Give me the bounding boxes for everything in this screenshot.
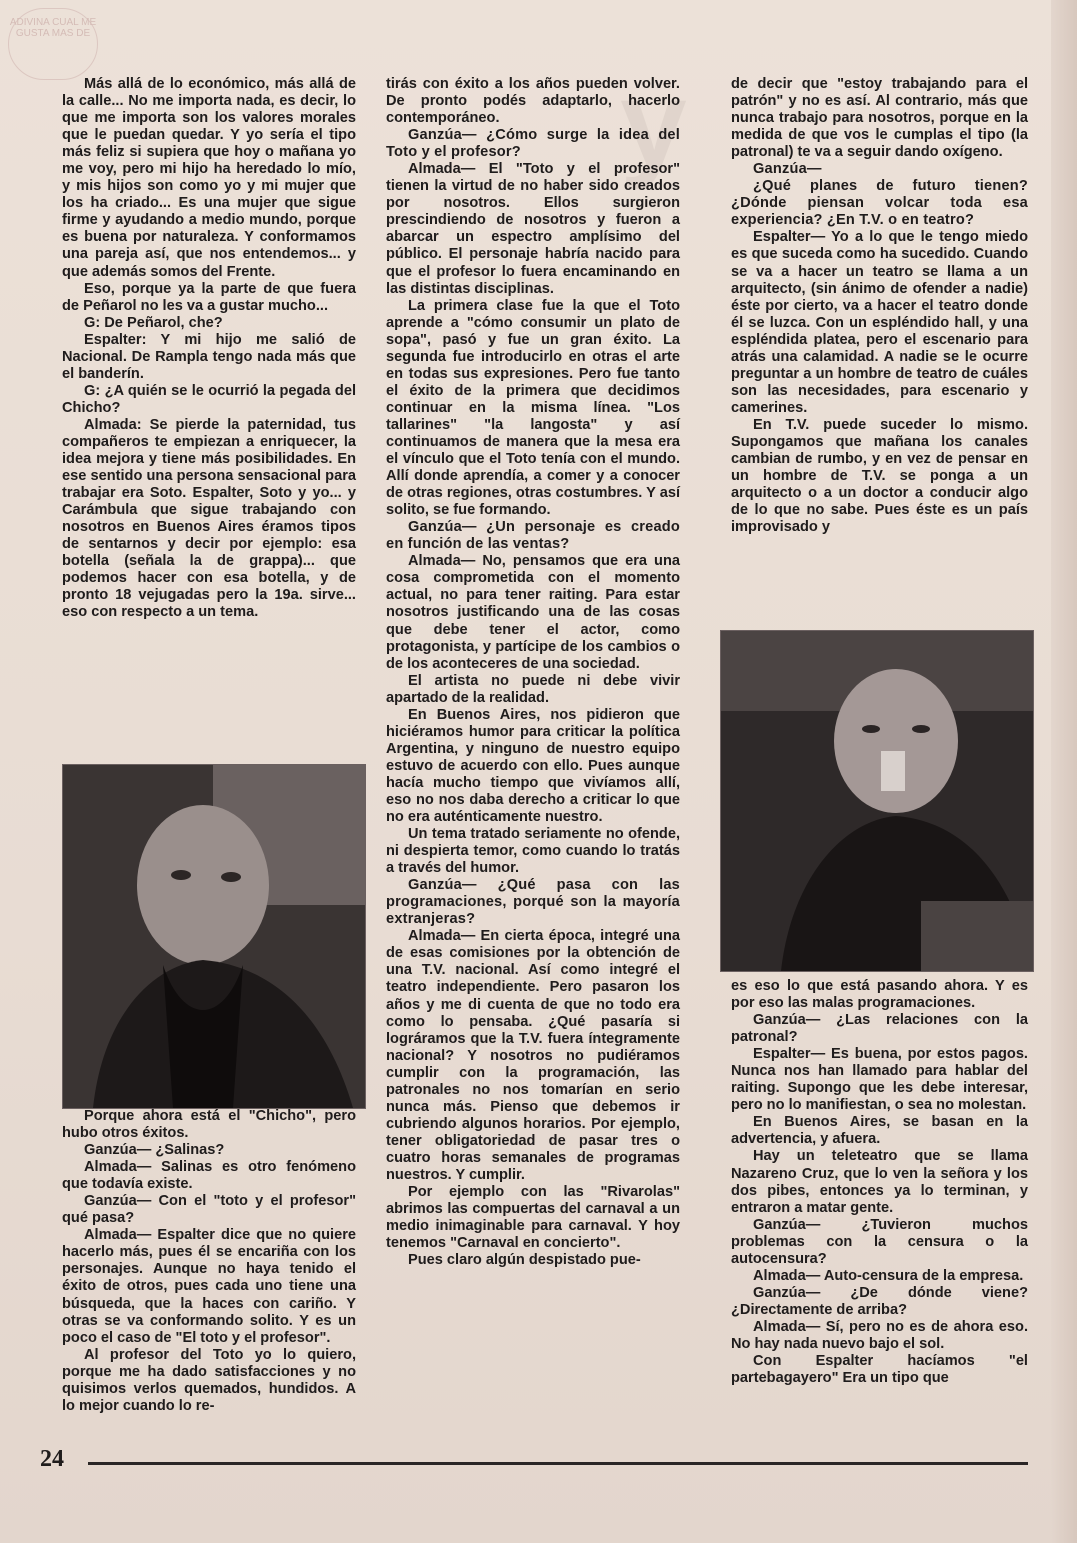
paragraph: El artista no puede ni debe vivir apartado de la realidad. xyxy=(386,672,680,706)
paragraph: Porque ahora está el "Chicho", pero hubo otros éxitos. xyxy=(62,1108,356,1142)
paragraph: En Buenos Aires, se basan en la advertencia, y afuera. xyxy=(731,1114,1028,1148)
portrait-photo-2 xyxy=(721,631,1033,971)
interview-question: Ganzúa— ¿Un personaje es creado en función de las ventas? xyxy=(386,519,680,553)
paragraph: Almada— Espalter dice que no quiere hacerlo más, pues él se encariña con los personajes. Aunque no haya tenido el éxito de otros, pues cada uno tiene una búsqueda, que la haces con cariño. Y otras se va conformando solito. Y es un poco el caso de "El toto y el profesor". xyxy=(62,1227,356,1346)
paragraph: es eso lo que está pasando ahora. Y es por eso las malas programaciones. xyxy=(731,978,1028,1012)
paragraph: tirás con éxito a los años pueden volver. De pronto podés adaptarlo, hacerlo contemporáneo. xyxy=(386,76,680,127)
paragraph: Almada— Auto-censura de la empresa. xyxy=(753,1267,1024,1284)
article-column-2 xyxy=(386,76,680,1269)
paragraph: Almada— En cierta época, integré una de esas comisiones por la obtención de una T.V. nacional. Así como integré el teatro independiente. Pero pasaron los años y me di cuenta de que no todo era como lo pensaba. ¿Qué pasaría si lográramos que la T.V. fuera íntegramente nacional? Y nosotros no pudiéramos cumplir con la programación, las patronales no nos tomarían en serio nunca más. Pienso que debemos ir cubriendo algunos horarios. Por ejemplo, tener obligatoriedad de pasar tres o cuatro horas semanales de programas nuestros. Y cumplir. xyxy=(386,928,680,1183)
interview-question: Ganzúa— xyxy=(753,161,822,178)
paragraph: Almada: Se pierde la paternidad, tus compañeros te empiezan a enriquecer, la idea mejora y tiene más posibilidades. En ese sentido una persona sensacional para trabajar era Soto. Espalter, Soto y yo... y Carámbula que sigue trabajando con nosotros en Buenos Aires éramos tipos de sentarnos y decir por ejemplo: esa botella (señala la de grappa)... que podemos hacer con esa botella, y de pronto 18 vejugadas pero la 19a. sirve... eso con respecto a un tema. xyxy=(62,416,356,621)
article-column-1-continued xyxy=(62,1108,356,1415)
photo-almada xyxy=(62,764,366,1109)
paragraph: Con Espalter hacíamos "el partebagayero" Era un tipo que xyxy=(731,1353,1028,1387)
bottom-rule xyxy=(88,1462,1028,1465)
portrait-photo-1 xyxy=(63,765,365,1108)
photo-espalter xyxy=(720,630,1034,972)
paragraph: Hay un teleteatro que se llama Nazareno Cruz, que lo ven la señora y los dos pibes, entonces ya lo terminan, y entraron a matar gente. xyxy=(731,1148,1028,1216)
article-column-1 xyxy=(62,76,356,622)
paragraph: Un tema tratado seriamente no ofende, ni despierta temor, como cuando lo tratás a través del humor. xyxy=(386,826,680,877)
paragraph: Al profesor del Toto yo lo quiero, porque me ha dado satisfacciones y no quisimos verlos quemados, hundidos. A lo mejor cuando lo re- xyxy=(62,1346,356,1414)
paragraph: G: ¿A quién se le ocurrió la pegada del Chicho? xyxy=(62,382,356,416)
interview-question: Ganzúa— ¿Tuvieron muchos problemas con la censura o la autocensura? xyxy=(731,1216,1028,1267)
paragraph: La primera clase fue la que el Toto aprende a "cómo consumir un plato de sopa", pasó y fue un gran éxito. La segunda fue introducirlo en otras el arte en todas sus expresiones. Pero fue tanto el éxito de la primera que decidimos continuar en la misma línea. "Los tallarines" "la langosta" y así continuamos de manera que la mesa era el vínculo que el Toto tenía con el mundo. Allí donde aprendía, a comer y a conocer de otras regiones, otras costumbres. Y así solito, se fue formando. xyxy=(386,297,680,519)
interview-question: Ganzúa— ¿De dónde viene? ¿Directamente de arriba? xyxy=(731,1284,1028,1318)
article-column-3-continued xyxy=(731,978,1028,1387)
paragraph: Almada— Sí, pero no es de ahora eso. No hay nada nuevo bajo el sol. xyxy=(731,1318,1028,1352)
library-stamp: ADIVINA CUAL ME GUSTA MAS DE xyxy=(8,8,98,80)
paragraph: Por ejemplo con las "Rivarolas" abrimos las compuertas del carnaval a un medio inimaginable para carnaval. Y hoy tenemos "Carnaval en concierto". xyxy=(386,1184,680,1252)
paragraph: Más allá de lo económico, más allá de la calle... No me importa nada, es decir, lo que me importa son los valores morales que le puedan quedar. Y yo sería el tipo más feliz si supiera que hoy o mañana yo me voy, pero mi hijo ha heredado lo mío, y mis hijos son como yo y mi mujer que los ha criado... Es una mujer que sigue firme y ayudando a medio mundo, porque es buena por naturaleza. Y conformamos una pareja así, que nos entendemos... y que además somos del Frente. xyxy=(62,76,356,280)
paragraph: Almada— Salinas es otro fenómeno que todavía existe. xyxy=(62,1159,356,1193)
article-column-3 xyxy=(731,76,1028,536)
paragraph: Almada— El "Toto y el profesor" tienen la virtud de no haber sido creados por nosotros. Ellos surgieron prescindiendo de nosotros y fueron a abarcar un espectro amplísimo del público. El personaje habría nacido para que el profesor lo fuera encaminando en las distintas disciplinas. xyxy=(386,161,680,297)
interview-question: Ganzúa— ¿Cómo surge la idea del Toto y el profesor? xyxy=(386,127,680,161)
interview-question: Ganzúa— Con el "toto y el profesor" qué pasa? xyxy=(62,1193,356,1227)
show-through-title: y xyxy=(620,56,687,190)
paragraph: Almada— No, pensamos que era una cosa comprometida con el momento actual, no para tener raiting. Para estar nosotros justificando una de las cosas que debe tener el actor, como protagonista, y partícipe de los cambios o de los aconteceres de una sociedad. xyxy=(386,553,680,672)
paragraph: Espalter— Yo a lo que le tengo miedo es que suceda como ha sucedido. Cuando se va a hacer un teatro se llama a un arquitecto, (sin ánimo de ofender a nadie) éste por cierto, va a hacer el teatro donde él se luzca. Con un espléndido hall, y una espléndida platea, pero el escenario para atrás una calamidad. A nadie se le ocurre preguntar a un hombre de teatro de cuáles son las necesidades, para escenario y camerines. xyxy=(731,229,1028,416)
paragraph: Eso, porque ya la parte de que fuera de Peñarol no les va a gustar mucho... xyxy=(62,280,356,314)
paragraph: Espalter: Y mi hijo me salió de Nacional. De Rampla tengo nada más que el banderín. xyxy=(62,331,356,382)
interview-question: Ganzúa— ¿Qué pasa con las programaciones, porqué son la mayoría extranjeras? xyxy=(386,877,680,928)
page-number: 24 xyxy=(40,1446,64,1472)
paragraph: de decir que "estoy trabajando para el patrón" y no es así. Al contrario, más que nunca trabajo para nosotros, porque en la medida de que vos le cumplas el tipo (la patronal) te va a seguir dando oxígeno. xyxy=(731,76,1028,161)
interview-question: Ganzúa— ¿Las relaciones con la patronal? xyxy=(731,1012,1028,1046)
page-edge xyxy=(1051,0,1077,1543)
paragraph: Espalter— Es buena, por estos pagos. Nunca nos han llamado para hablar del raiting. Supongo que les debe interesar, pero no lo manifiestan, o sea no molestan. xyxy=(731,1046,1028,1114)
interview-question: Ganzúa— ¿Salinas? xyxy=(84,1142,225,1159)
paragraph: En T.V. puede suceder lo mismo. Supongamos que mañana los canales cambian de rumbo, y en vez de pensar en un hombre de T.V. se ponga a un arquitecto o a un doctor a conducir algo de lo que no sabe. Pues éste es un país improvisado y xyxy=(731,416,1028,536)
interview-question: ¿Qué planes de futuro tienen? ¿Dónde piensan volcar toda esa experiencia? ¿En T.V. o en teatro? xyxy=(731,178,1028,229)
paragraph: Pues claro algún despistado pue- xyxy=(408,1252,641,1269)
paragraph: G: De Peñarol, che? xyxy=(84,314,223,331)
paragraph: En Buenos Aires, nos pidieron que hiciéramos humor para criticar la política Argentina, y ninguno de nuestro equipo estuvo de acuerdo con ello. Pues aunque hacía mucho tiempo que vivíamos allí, eso no nos daba derecho a criticar lo que no era auténticamente nuestro. xyxy=(386,706,680,826)
